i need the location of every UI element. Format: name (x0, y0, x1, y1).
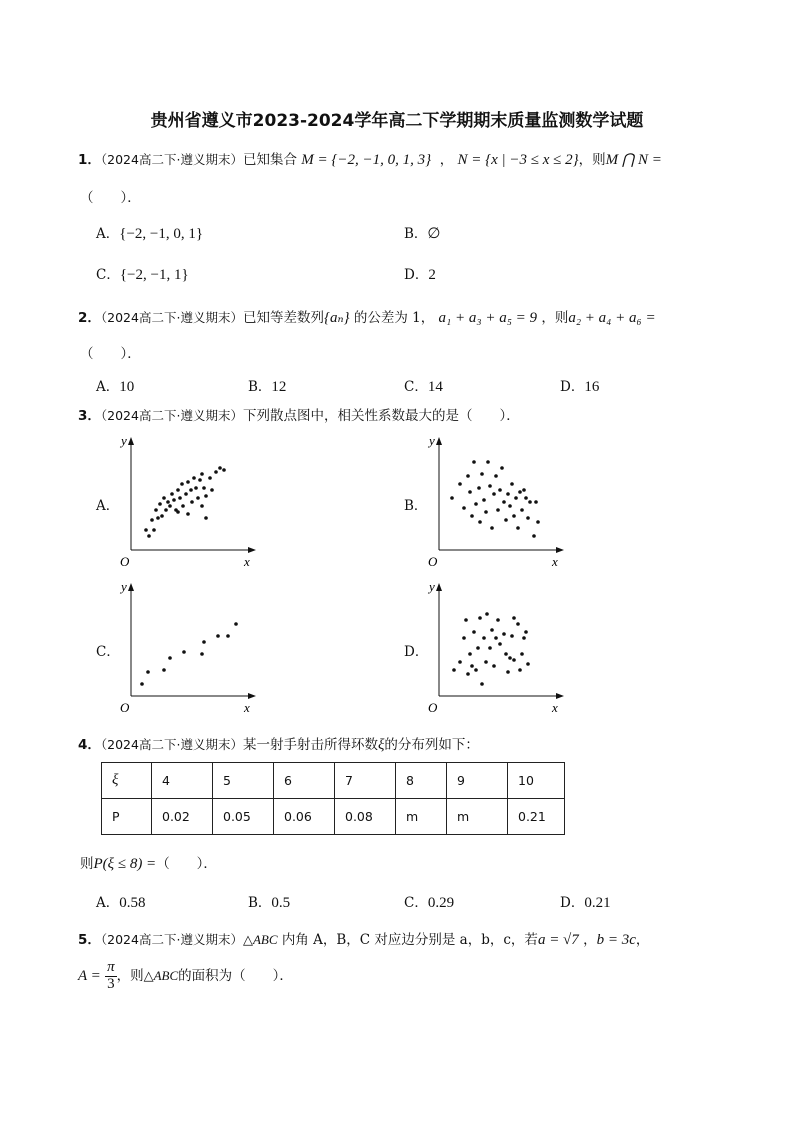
question-2 (78, 306, 656, 327)
option-c: C． (96, 644, 120, 660)
question-source: （2024高二下·遵义期末） (100, 737, 243, 752)
target-sum: a₂ + a₄ + a₆ = (568, 310, 656, 326)
option-b (248, 375, 286, 396)
question-number: 2． (78, 310, 101, 326)
table-cell: ξ (102, 763, 152, 799)
ask-text: 则 (80, 856, 94, 872)
option-d: D． (404, 644, 429, 660)
question-5-line-2 (78, 960, 293, 993)
separator: ， (583, 932, 597, 948)
set-m: M = {−2, −1, 0, 1, 3} (301, 152, 432, 168)
option-value: 10 (119, 379, 135, 395)
scatter-points (144, 466, 226, 538)
question-source: （2024高二下·遵义期末） (100, 152, 243, 167)
scatter-points (452, 612, 530, 686)
question-number: 1． (78, 152, 101, 168)
option-label: A． (96, 379, 120, 395)
origin-label: O (120, 700, 130, 715)
option-c (96, 263, 189, 284)
option-label: C． (404, 379, 428, 395)
origin-label: O (428, 554, 438, 569)
condition-a: a = √7 (537, 932, 579, 948)
question-stem-b: ，则 (116, 967, 144, 984)
question-stem: 某一射手射击所得环数 (242, 737, 378, 753)
option-value: 16 (584, 379, 600, 395)
fraction-pi-over-3 (105, 960, 117, 993)
option-value: 0.58 (119, 895, 146, 911)
table-cell: 7 (335, 763, 396, 799)
option-value: ∅ (427, 226, 441, 242)
y-axis-label: y (121, 579, 127, 594)
table-cell: 0.05 (213, 799, 274, 835)
separator: ， (635, 932, 650, 948)
distribution-table (101, 762, 565, 835)
option-label: C． (404, 895, 428, 911)
condition-b: b = 3c (596, 932, 636, 948)
option-label: D． (560, 895, 585, 911)
option-label: D． (560, 379, 585, 395)
question-4-ask (80, 852, 217, 873)
option-c (404, 375, 443, 396)
question-number: 4． (78, 737, 101, 753)
question-stem: 下列散点图中，相关性系数最大的是（ ）． (242, 408, 520, 424)
question-number: 3． (78, 408, 101, 424)
scatter-plot-d (424, 578, 564, 718)
question-stem-b: 的分布列如下： (384, 737, 479, 753)
question-source: （2024高二下·遵义期末） (100, 310, 243, 325)
question-4 (78, 733, 479, 754)
fraction-denominator: 3 (107, 975, 115, 992)
triangle-name: △ABC (143, 967, 179, 983)
question-3 (78, 404, 520, 424)
x-axis-label: x (552, 554, 558, 569)
x-axis-label: x (244, 554, 250, 569)
option-a: A． (96, 498, 120, 514)
option-value: 12 (271, 379, 287, 395)
x-axis-label: x (552, 700, 558, 715)
table-cell: 0.08 (335, 799, 396, 835)
sequence: {aₙ} (323, 310, 350, 326)
fraction-numerator: π (107, 959, 115, 975)
question-source: （2024高二下·遵义期末） (100, 408, 243, 423)
question-1: 1．（2024高二下·遵义期末）已知集合 M = {−2, −1, 0, 1, 3} ， N = {x | −3 ≤ x ≤ 2}，则M ⋂ N = (78, 152, 662, 168)
page-title: 贵州省遵义市2023-2024学年高二下学期期末质量监测数学试题 (150, 111, 644, 131)
answer-paren: （ ）． (156, 856, 217, 872)
y-axis-label: y (429, 433, 435, 448)
intersection-expr: M ⋂ N = (605, 152, 662, 168)
option-d (560, 375, 599, 396)
option-value: {−2, −1, 1} (119, 267, 189, 283)
option-label: B． (248, 379, 272, 395)
answer-paren: （ ）． (80, 346, 141, 362)
option-b (404, 222, 441, 243)
table-cell: 0.21 (508, 799, 565, 835)
scatter-points (450, 460, 540, 538)
option-value: 2 (428, 267, 436, 283)
question-stem: 已知集合 (242, 152, 297, 168)
question-stem: 内角 A，B，C 对应边分别是 a，b，c，若 (281, 932, 538, 948)
question-source: （2024高二下·遵义期末） (100, 932, 243, 947)
question-stem-b: 的公差为 1， (353, 310, 435, 326)
option-d (404, 263, 436, 284)
scatter-plot-b (424, 432, 564, 572)
option-a (96, 375, 134, 396)
option-label: A． (96, 895, 120, 911)
question-stem-c: 的面积为（ ）． (178, 967, 293, 984)
origin-label: O (120, 554, 130, 569)
y-axis-label: y (429, 579, 435, 594)
table-cell: 10 (508, 763, 565, 799)
option-label: C． (96, 267, 120, 283)
option-value: 0.5 (271, 895, 291, 911)
option-label: B． (248, 895, 272, 911)
option-b (248, 891, 290, 912)
table-cell: m (447, 799, 508, 835)
question-5 (78, 928, 649, 949)
option-value: 14 (427, 379, 443, 395)
option-label: A． (96, 226, 120, 242)
option-a (96, 891, 146, 912)
probability-expr: P(ξ ≤ 8) = (93, 856, 157, 872)
option-d (560, 891, 611, 912)
triangle-name: △ABC (242, 932, 278, 947)
scatter-points (140, 622, 238, 686)
table-cell: 5 (213, 763, 274, 799)
set-n: N = {x | −3 ≤ x ≤ 2} (457, 152, 579, 168)
question-stem-b: ，则 (578, 152, 606, 168)
option-b: B． (404, 498, 428, 514)
option-a (96, 222, 203, 243)
scatter-plot-c (116, 578, 256, 718)
question-stem: 已知等差数列 (242, 310, 324, 326)
option-value: 0.29 (427, 895, 455, 911)
table-cell: 4 (152, 763, 213, 799)
table-row (102, 799, 565, 835)
option-c (404, 891, 454, 912)
option-value: 0.21 (584, 895, 611, 911)
origin-label: O (428, 700, 438, 715)
table-cell: 0.06 (274, 799, 335, 835)
answer-paren: （ ）． (80, 190, 141, 206)
random-variable: ξ (377, 737, 385, 753)
scatter-plot-a (116, 432, 256, 572)
given-sum: a₁ + a₃ + a₅ = 9 (438, 310, 538, 326)
table-cell: P (102, 799, 152, 835)
table-cell: 9 (447, 763, 508, 799)
option-label: B． (404, 226, 428, 242)
table-row (102, 763, 565, 799)
x-axis-label: x (244, 700, 250, 715)
option-value: {−2, −1, 0, 1} (119, 226, 204, 242)
option-label: D． (404, 267, 429, 283)
angle-a: A = (78, 967, 101, 984)
y-axis-label: y (121, 433, 127, 448)
table-cell: 6 (274, 763, 335, 799)
table-cell: m (396, 799, 447, 835)
table-cell: 8 (396, 763, 447, 799)
table-cell: 0.02 (152, 799, 213, 835)
question-stem-c: ，则 (541, 310, 569, 326)
question-number: 5． (78, 932, 101, 948)
